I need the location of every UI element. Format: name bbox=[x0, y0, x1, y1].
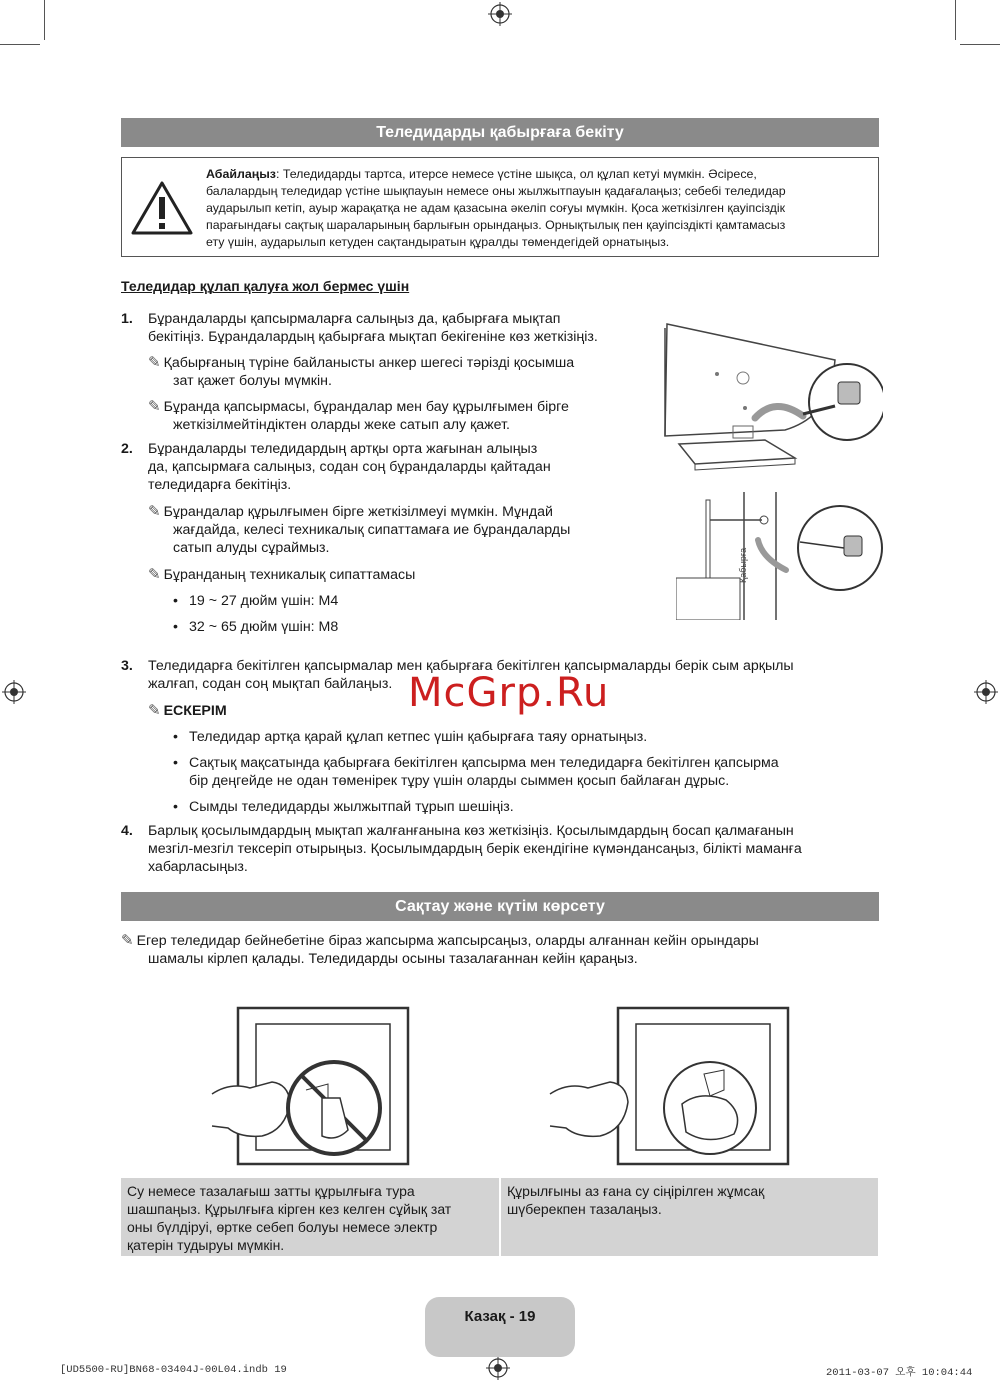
pencil-note-icon: ✎ bbox=[121, 932, 134, 949]
page-number-badge: Казақ - 19 bbox=[425, 1297, 575, 1357]
watermark: McGrp.Ru bbox=[408, 670, 610, 716]
section-title-care: Сақтау және күтім көрсету bbox=[121, 892, 879, 921]
caption-left: Су немесе тазалағыш затты құрылғыға тура шашпаңыз. Құрылғыға кірген кез келген сұйық зат оны бүлдіруі, өртке себеп болуы немесе электр қатерін тудыруы мүмкін. bbox=[121, 1178, 499, 1256]
step-1-text: Бұрандаларды қапсырмаларға салыңыз да, қабырғаға мықтап бекітіңіз. Бұрандалардың қабырғаға мықтап бекігеніне көз жеткізіңіз. bbox=[148, 311, 598, 345]
registration-mark-left bbox=[2, 680, 26, 704]
warning-triangle-icon bbox=[130, 180, 194, 236]
section-title-wall-mount: Теледидарды қабырғаға бекіту bbox=[121, 118, 879, 147]
caption-right: Құрылғыны аз ғана су сіңірілген жұмсақ шүберекпен тазалаңыз. bbox=[501, 1178, 878, 1256]
step-4-text: Барлық қосылымдардың мықтап жалғанғанына көз жеткізіңіз. Қосылымдардың босап қалмағанын мезгіл-мезгіл тексеріп отырыңыз. Қосылымдардың берік екендігіне күмәндансаңыз, білікті маманға хабарласыңыз. bbox=[148, 823, 802, 875]
crop-mark bbox=[960, 44, 1000, 45]
note-bullet: • Теледидар артқа қарай құлап кетпес үшін қабырғаға таяу орнатыңыз. bbox=[189, 728, 647, 746]
step-1-note-2: ✎ Бұранда қапсырмасы, бұрандалар мен бау құрылғымен бірге жеткізілмейтіндіктен оларды жеке сатып алу қажет. bbox=[148, 398, 569, 433]
wall-bracket-illustration bbox=[676, 492, 886, 620]
pencil-note-icon: ✎ bbox=[148, 503, 161, 520]
spec-bullet: • 19 ~ 27 дюйм үшін: M4 bbox=[189, 592, 338, 610]
cleaning-wrong-illustration bbox=[210, 1004, 410, 1166]
care-note: ✎ Егер теледидар бейнебетіне біраз жапсырма жапсырсаңыз, оларды алғаннан кейін орындары шамалы кірлеп қалады. Теледидарды осыны тазалағаннан кейін қараңыз. bbox=[121, 932, 759, 967]
pencil-note-icon: ✎ bbox=[148, 702, 161, 719]
note-bullet-continuation: бір деңгейде не одан төменірек тұру үшін оларды сыммен қосып байлаған дұрыс. bbox=[189, 773, 730, 789]
warning-text: Абайлаңыз: Теледидарды тартса, итерсе немесе үстіне шықса, ол құлап кетуі мүмкін. Әсіресе, балалардың теледидар үстіне шықпауын немесе оны жылжытпауын қадағалаңыз; себебі теледидар аударылып кетіп, ауыр жарақатқа не адам қазасына әкеліп соғуы мүмкін. Қоса жеткізілген қауіпсіздік парағындағы сақтық шараларының барлығын орындаңыз. Орнықтылық пен қауіпсіздікті қамтамасыз ету үшін, аударылып кетуден сақтандыратын құралды төмендегідей орнатыңыз. bbox=[206, 167, 786, 249]
footer-timestamp: 2011-03-07 오후 10:04:44 bbox=[826, 1367, 973, 1379]
registration-mark-right bbox=[974, 680, 998, 704]
step-2-text: Бұрандаларды теледидардың артқы орта жағынан алыңыз да, қапсырмаға салыңыз, содан соң бұрандаларды қайтадан теледидарға бекітіңіз. bbox=[148, 441, 551, 493]
note-heading: ✎ ЕСКЕРІМ bbox=[148, 702, 227, 719]
step-number: 4. bbox=[121, 823, 133, 839]
registration-mark-bottom bbox=[486, 1356, 510, 1380]
cleaning-right-illustration bbox=[548, 1004, 798, 1166]
tv-bracket-illustration bbox=[655, 318, 883, 474]
subheading-prevent-fall: Теледидар құлап қалуға жол бермес үшін bbox=[121, 278, 410, 294]
pencil-note-icon: ✎ bbox=[148, 354, 161, 371]
note-bullet: • Сақтық мақсатында қабырғаға бекітілген қапсырма мен теледидарға бекітілген қапсырма bbox=[189, 754, 779, 772]
wall-label: Қабырға bbox=[738, 547, 748, 583]
step-1-note-1: ✎ Қабырғаның түріне байланысты анкер шегесі тәрізді қосымша зат қажет болуы мүмкін. bbox=[148, 354, 575, 389]
crop-mark bbox=[44, 0, 45, 40]
step-3-text: Теледидарға бекітілген қапсырмалар мен қабырғаға бекітілген қапсырмаларды берік сым арқылы жалғап, содан соң мықтап байлаңыз. bbox=[148, 658, 794, 692]
step-number: 3. bbox=[121, 658, 133, 674]
step-2-note-2: ✎ Бұранданың техникалық сипаттамасы bbox=[148, 566, 416, 583]
pencil-note-icon: ✎ bbox=[148, 566, 161, 583]
footer-file-info: [UD5500-RU]BN68-03404J-00L04.indb 19 bbox=[60, 1364, 287, 1376]
warning-label: Абайлаңыз bbox=[206, 167, 276, 181]
spec-bullet: • 32 ~ 65 дюйм үшін: M8 bbox=[189, 618, 338, 636]
registration-mark-top bbox=[488, 2, 512, 26]
step-number: 2. bbox=[121, 441, 133, 457]
warning-box bbox=[121, 157, 879, 257]
crop-mark bbox=[0, 44, 40, 45]
step-number: 1. bbox=[121, 311, 133, 327]
note-bullet: • Сымды теледидарды жылжытпай тұрып шешіңіз. bbox=[189, 798, 514, 816]
step-2-note-1: ✎ Бұрандалар құрылғымен бірге жеткізілмеуі мүмкін. Мұндай жағдайда, келесі техникалық сипаттамаға ие бұрандаларды сатып алуды сұраймыз. bbox=[148, 503, 571, 556]
crop-mark bbox=[955, 0, 956, 40]
pencil-note-icon: ✎ bbox=[148, 398, 161, 415]
